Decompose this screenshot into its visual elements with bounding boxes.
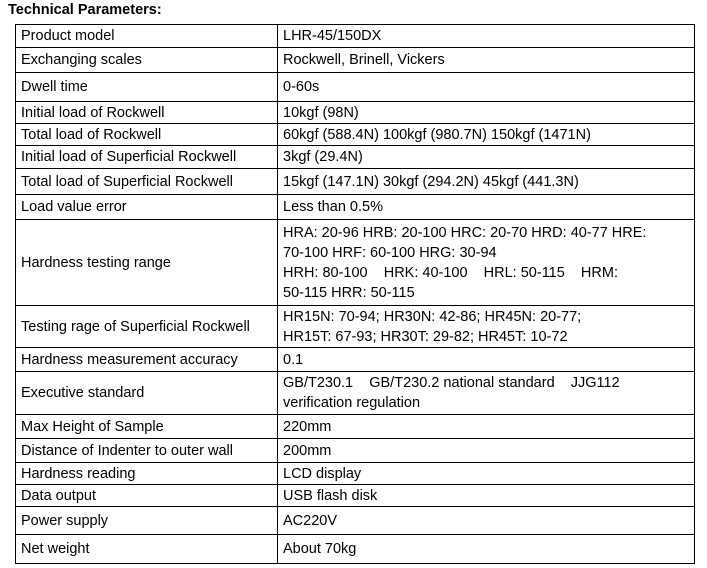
param-value xyxy=(278,372,695,415)
param-value: 15kgf (147.1N) 30kgf (294.2N) 45kgf (441.3N) xyxy=(278,169,695,195)
value-line: HR15T: 67-93; HR30T: 29-82; HR45T: 10-72 xyxy=(283,328,568,345)
table-row xyxy=(16,124,695,146)
table-row xyxy=(16,439,695,463)
value-line: HRA: 20-96 HRB: 20-100 HRC: 20-70 HRD: 40-77 HRE: xyxy=(283,224,647,241)
param-value: AC220V xyxy=(278,507,695,535)
table-row xyxy=(16,25,695,48)
param-label: Max Height of Sample xyxy=(16,415,278,439)
param-value: Rockwell, Brinell, Vickers xyxy=(278,48,695,73)
table-row xyxy=(16,48,695,73)
value-line: verification regulation xyxy=(283,395,421,411)
param-label: Load value error xyxy=(16,195,278,220)
param-value: LCD display xyxy=(278,463,695,485)
param-label: Testing rage of Superficial Rockwell xyxy=(16,306,278,348)
param-value: 10kgf (98N) xyxy=(278,102,695,124)
value-line: 50-115 HRR: 50-115 xyxy=(283,284,415,301)
param-label: Exchanging scales xyxy=(16,48,278,73)
value-line: HRH: 80-100 HRK: 40-100 HRL: 50-115 HRM: xyxy=(283,264,618,281)
table-row xyxy=(16,507,695,535)
param-value: 0.1 xyxy=(278,348,695,372)
table-row xyxy=(16,485,695,507)
table-row xyxy=(16,102,695,124)
param-value: 0-60s xyxy=(278,73,695,102)
param-value: 200mm xyxy=(278,439,695,463)
param-label: Executive standard xyxy=(16,372,278,415)
table-row xyxy=(16,220,695,306)
param-label: Initial load of Superficial Rockwell xyxy=(16,146,278,169)
param-label: Product model xyxy=(16,25,278,48)
value-line: 70-100 HRF: 60-100 HRG: 30-94 xyxy=(283,244,497,261)
section-title: Technical Parameters: xyxy=(8,2,162,18)
table-row xyxy=(16,348,695,372)
param-value: USB flash disk xyxy=(278,485,695,507)
param-value: Less than 0.5% xyxy=(278,195,695,220)
value-line: GB/T230.1 GB/T230.2 national standard JJG112 xyxy=(283,375,620,391)
param-label: Total load of Rockwell xyxy=(16,124,278,146)
param-label: Dwell time xyxy=(16,73,278,102)
param-label: Initial load of Rockwell xyxy=(16,102,278,124)
param-label: Power supply xyxy=(16,507,278,535)
param-value: About 70kg xyxy=(278,535,695,564)
table-row xyxy=(16,146,695,169)
param-value: 3kgf (29.4N) xyxy=(278,146,695,169)
param-label: Data output xyxy=(16,485,278,507)
param-value xyxy=(278,220,695,306)
param-value xyxy=(278,306,695,348)
table-row xyxy=(16,169,695,195)
table-row xyxy=(16,415,695,439)
table-row xyxy=(16,372,695,415)
table-row xyxy=(16,73,695,102)
param-value: 60kgf (588.4N) 100kgf (980.7N) 150kgf (1471N) xyxy=(278,124,695,146)
table-row xyxy=(16,306,695,348)
table-row xyxy=(16,463,695,485)
param-label: Net weight xyxy=(16,535,278,564)
param-label: Hardness testing range xyxy=(16,220,278,306)
technical-parameters-table xyxy=(15,24,695,564)
param-label: Hardness measurement accuracy xyxy=(16,348,278,372)
value-line: HR15N: 70-94; HR30N: 42-86; HR45N: 20-77; xyxy=(283,308,582,325)
param-value: 220mm xyxy=(278,415,695,439)
param-value: LHR-45/150DX xyxy=(278,25,695,48)
param-label: Hardness reading xyxy=(16,463,278,485)
table-row xyxy=(16,195,695,220)
param-label: Total load of Superficial Rockwell xyxy=(16,169,278,195)
param-label: Distance of Indenter to outer wall xyxy=(16,439,278,463)
table-row xyxy=(16,535,695,564)
